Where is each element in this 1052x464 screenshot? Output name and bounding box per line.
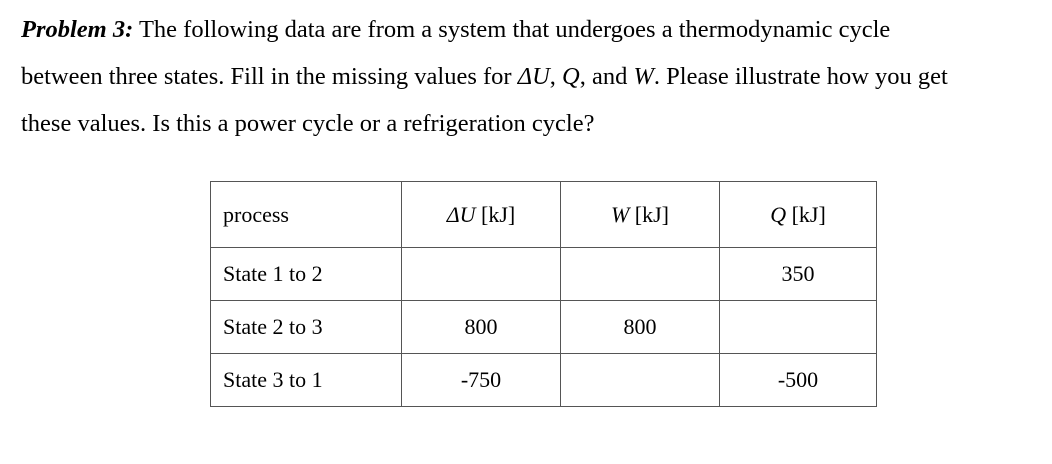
- cell-delta-u: [402, 248, 561, 301]
- q-symbol: Q: [562, 63, 580, 90]
- cell-process: State 1 to 2: [211, 248, 402, 301]
- problem-label: Problem 3:: [21, 16, 134, 43]
- table-row: [211, 248, 877, 301]
- problem-statement: [21, 6, 1041, 147]
- problem-line-2-text-a: between three states. Fill in the missing values for: [21, 63, 518, 90]
- header-work: [561, 182, 720, 248]
- header-work-unit: [kJ]: [629, 201, 670, 227]
- header-delta-u-symbol: ΔU: [446, 201, 476, 227]
- cell-heat: -500: [720, 354, 877, 407]
- problem-line-1-text: The following data are from a system that undergoes a thermodynamic cycle: [133, 16, 891, 43]
- table-row: [211, 354, 877, 407]
- problem-line-3: these values. Is this a power cycle or a refrigeration cycle?: [21, 110, 595, 137]
- header-heat-unit: [kJ]: [786, 201, 826, 227]
- cycle-data-table: [210, 181, 877, 407]
- problem-line-2-text-d: . Please illustrate how you get: [653, 63, 948, 90]
- problem-line-2-text-b: ,: [549, 63, 563, 90]
- cell-work: [561, 248, 720, 301]
- cell-delta-u: 800: [402, 301, 561, 354]
- problem-line-2-text-c: , and: [579, 63, 634, 90]
- header-heat: [720, 182, 877, 248]
- cell-work: 800: [561, 301, 720, 354]
- header-process: process: [211, 182, 402, 248]
- header-work-symbol: W: [610, 201, 630, 227]
- cell-process: State 2 to 3: [211, 301, 402, 354]
- header-heat-symbol: Q: [770, 201, 787, 227]
- problem-line-2: [21, 53, 1041, 100]
- cell-heat: 350: [720, 248, 877, 301]
- cell-process: State 3 to 1: [211, 354, 402, 407]
- header-delta-u: [402, 182, 561, 248]
- cell-heat: [720, 301, 877, 354]
- delta-u-symbol: ΔU: [517, 63, 550, 90]
- cell-work: [561, 354, 720, 407]
- cell-delta-u: -750: [402, 354, 561, 407]
- w-symbol: W: [633, 63, 654, 90]
- header-delta-u-unit: [kJ]: [475, 201, 516, 227]
- table-header-row: [211, 182, 877, 248]
- table-row: [211, 301, 877, 354]
- problem-line-1: [21, 6, 1041, 53]
